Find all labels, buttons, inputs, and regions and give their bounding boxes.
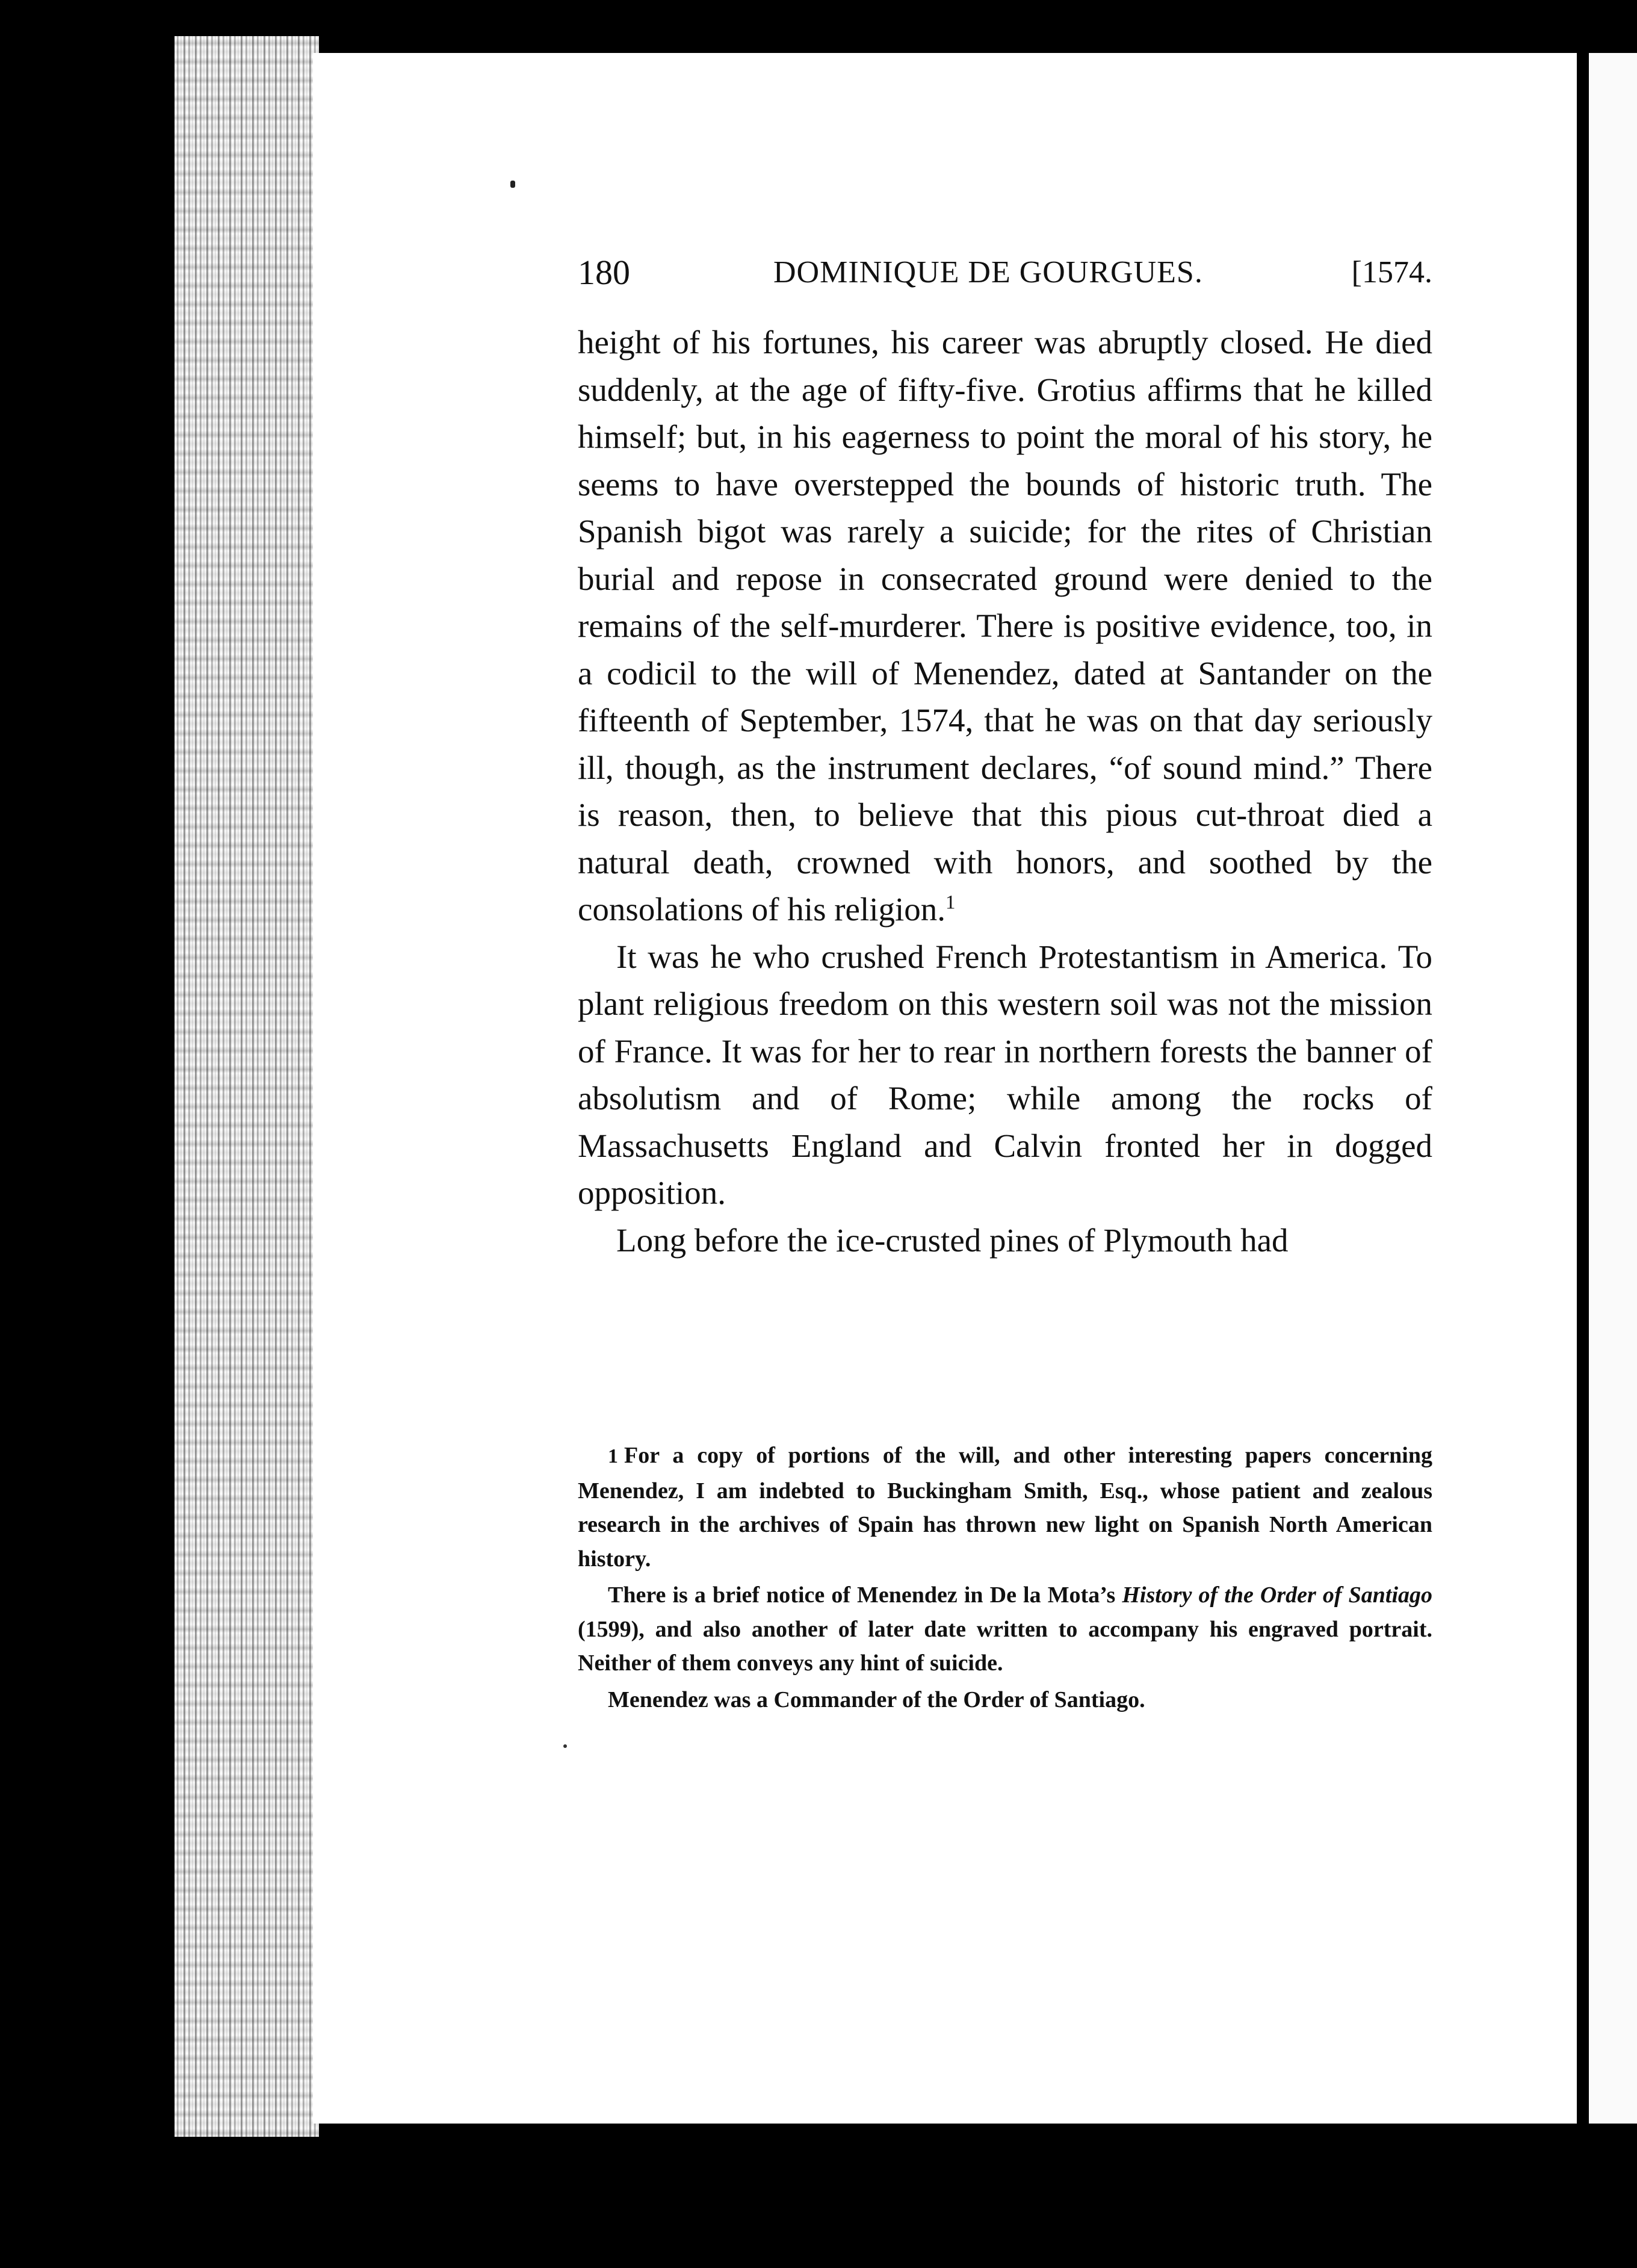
- running-title: DOMINIQUE DE GOURGUES.: [773, 255, 1203, 290]
- footnote-2-book-title: History of the Order of Santiago: [1122, 1582, 1433, 1608]
- footnote-2-text-b: (1599), and also another of later date written to accompany his engraved portrait. Neither of them conveys any hint of suicide.: [578, 1616, 1432, 1676]
- running-year: [1574.: [1351, 255, 1432, 290]
- paragraph-1: [578, 319, 1432, 934]
- paragraph-1-text: height of his fortunes, his career was abruptly closed. He died suddenly, at the age of fifty-five. Grotius affirms that he killed himself; but, in his eagerness to point the moral of his story, he seems to have overstepped the bounds of historic truth. The Spanish bigot was rarely a suicide; for the rites of Christian burial and repose in consecrated ground were denied to the remains of the self-murderer. There is positive evidence, too, in a codicil to the will of Menendez, dated at Santander on the fifteenth of September, 1574, that he was on that day seriously ill, though, as the instrument declares, “of sound mind.” There is reason, then, to believe that this pious cut-throat died a natural death, crowned with honors, and soothed by the consolations of his religion.: [578, 324, 1432, 928]
- paragraph-3: Long before the ice-crusted pines of Plymouth had: [616, 1221, 1289, 1259]
- footnote-3: Menendez was a Commander of the Order of Santiago.: [608, 1687, 1145, 1712]
- footnote-1: [578, 1439, 1432, 1576]
- ink-speck: [510, 181, 515, 188]
- footnote-marker: 1: [608, 1445, 618, 1467]
- footnote-1-text: For a copy of portions of the will, and other interesting papers concerning Menendez, I am indebted to Buckingham Smith, Esq., whose patient and zealous research in the archives of Spain has thrown new light on Spanish North American history.: [578, 1443, 1432, 1572]
- next-page-edge: [1589, 53, 1637, 2124]
- paragraph-2: It was he who crushed French Protestantism in America. To plant religious freedom on this western soil was not the mission of France. It was for her to rear in northern forests the banner of absolutism and of Rome; while among the rocks of Massachusetts England and Calvin fronted her in dogged opposition.: [578, 938, 1432, 1211]
- main-text: [578, 319, 1432, 1264]
- footnotes: [578, 1439, 1432, 1717]
- footnote-reference: 1: [945, 891, 956, 914]
- page-number: 180: [578, 253, 630, 292]
- footnote-2-text-a: There is a brief notice of Menendez in De la Mota’s: [608, 1582, 1122, 1608]
- book-page-edges-shading: [175, 36, 319, 2137]
- running-head: [578, 252, 1432, 294]
- ink-speck-small: [563, 1744, 567, 1748]
- footnote-2: [578, 1578, 1432, 1681]
